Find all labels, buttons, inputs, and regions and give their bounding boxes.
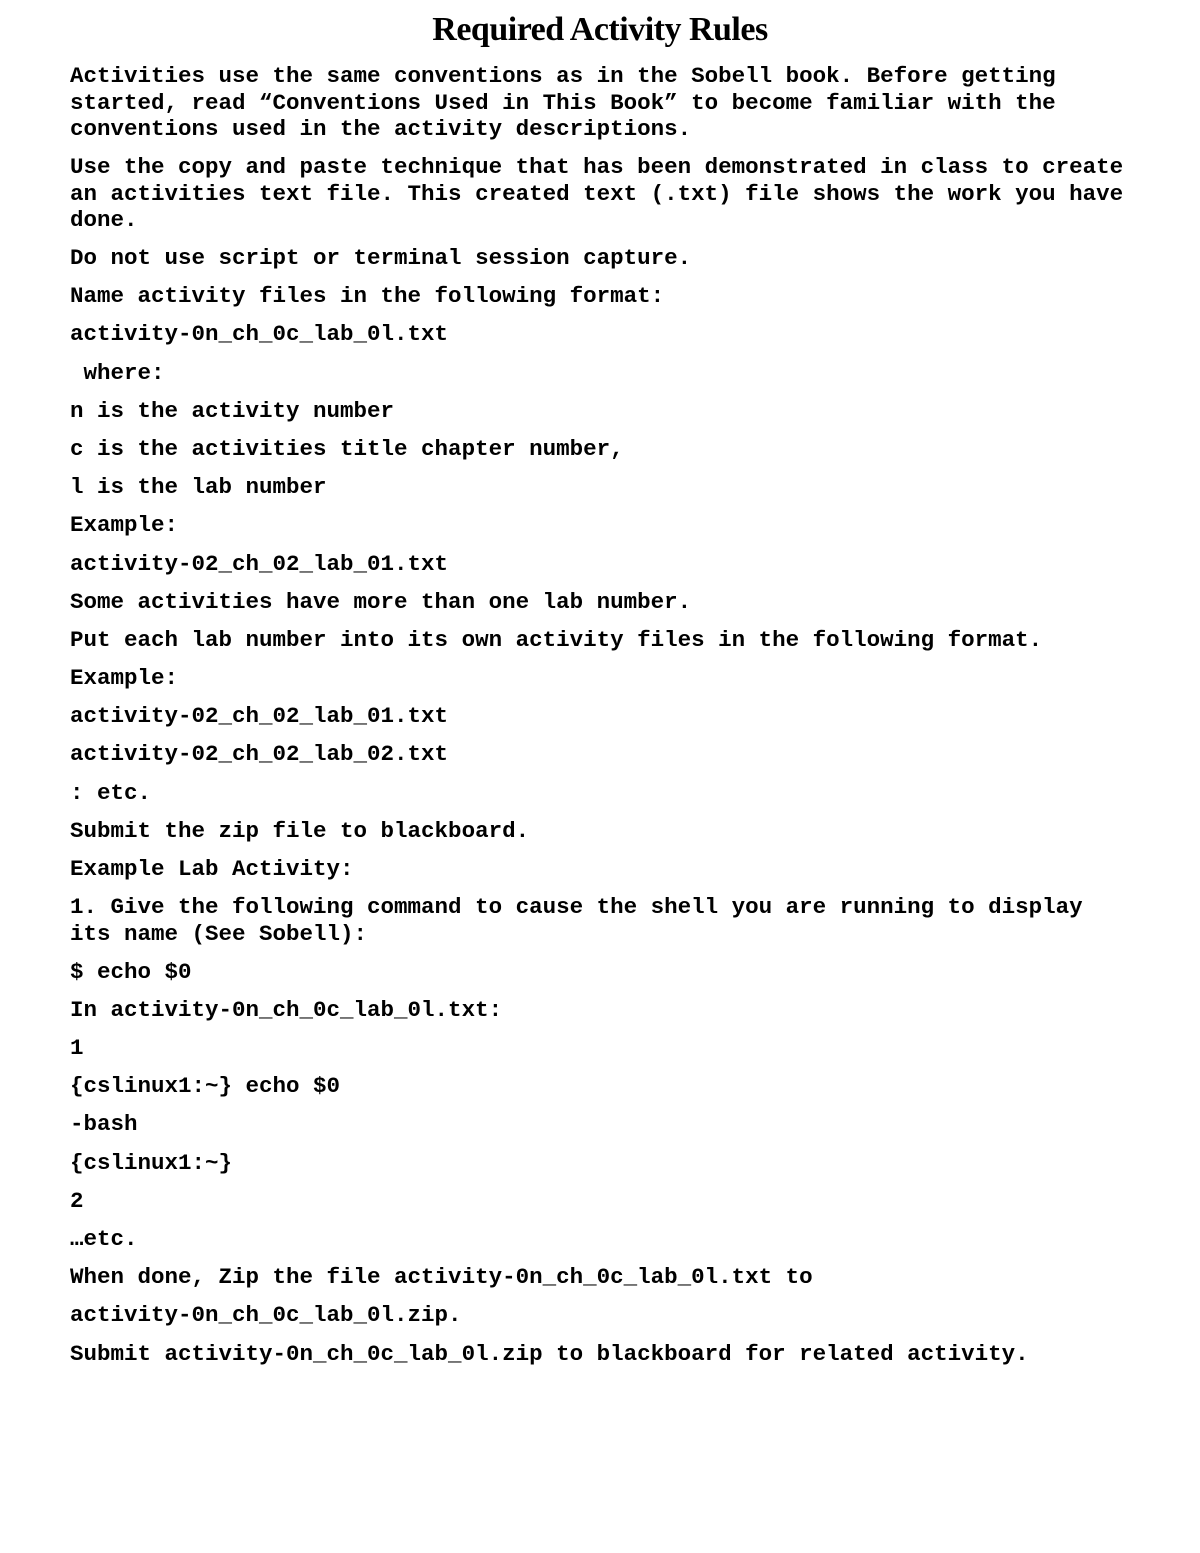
example-lab-activity-heading: Example Lab Activity: bbox=[70, 856, 354, 882]
naming-format-pattern: activity-0n_ch_0c_lab_0l.txt bbox=[70, 321, 449, 348]
prompt-echo-line: {cslinux1:~} echo $0 bbox=[70, 1073, 341, 1100]
echo-command: $ echo $0 bbox=[70, 958, 192, 985]
zip-instruction-line: When done, Zip the file activity-0n_ch_0c_lab_0l.txt to bbox=[70, 1264, 813, 1291]
etc-line: : etc. bbox=[70, 779, 152, 806]
example-label: Example: bbox=[70, 512, 179, 539]
example-filename-lab-01: activity-02_ch_02_lab_01.txt bbox=[70, 703, 449, 730]
document-body bbox=[70, 63, 1130, 1379]
zip-filename-line: activity-0n_ch_0c_lab_0l.zip. bbox=[70, 1302, 462, 1329]
prompt-line: {cslinux1:~} bbox=[70, 1149, 233, 1176]
where-label: where: bbox=[70, 359, 165, 386]
document-title: Required Activity Rules bbox=[432, 11, 768, 48]
example-filename: activity-02_ch_02_lab_01.txt bbox=[70, 550, 449, 577]
separate-files-rule: Put each lab number into its own activity files in the following format. bbox=[70, 626, 1043, 653]
step-number-2: 2 bbox=[70, 1187, 84, 1214]
definition-l: l is the lab number bbox=[70, 474, 327, 501]
definition-c: c is the activities title chapter number, bbox=[70, 435, 624, 462]
in-file-label: In activity-0n_ch_0c_lab_0l.txt: bbox=[70, 996, 503, 1023]
bash-output-line: -bash bbox=[70, 1111, 138, 1138]
multiple-labs-note: Some activities have more than one lab number. bbox=[70, 588, 692, 615]
definition-n: n is the activity number bbox=[70, 397, 395, 424]
copy-paste-paragraph: Use the copy and paste technique that has been demonstrated in class to create an activities text file. This created text (.txt) file shows the work you have done. bbox=[70, 154, 1124, 233]
conventions-paragraph: Activities use the same conventions as in the Sobell book. Before getting started, read “Conventions Used in This Book” to become familiar with the conventions used in the activity descriptions. bbox=[70, 63, 1056, 142]
naming-format-intro: Name activity files in the following format: bbox=[70, 283, 665, 310]
example-filename-lab-02: activity-02_ch_02_lab_02.txt bbox=[70, 741, 449, 768]
ellipsis-etc-line: …etc. bbox=[70, 1226, 138, 1252]
example-label-2: Example: bbox=[70, 665, 179, 692]
step-1-instruction: 1. Give the following command to cause the shell you are running to display its name (See Sobell): bbox=[70, 894, 1083, 947]
step-number-1: 1 bbox=[70, 1035, 84, 1062]
submit-zip-rule: Submit the zip file to blackboard. bbox=[70, 817, 530, 844]
submit-related-activity-line: Submit activity-0n_ch_0c_lab_0l.zip to blackboard for related activity. bbox=[70, 1340, 1029, 1367]
no-script-rule: Do not use script or terminal session capture. bbox=[70, 245, 692, 271]
